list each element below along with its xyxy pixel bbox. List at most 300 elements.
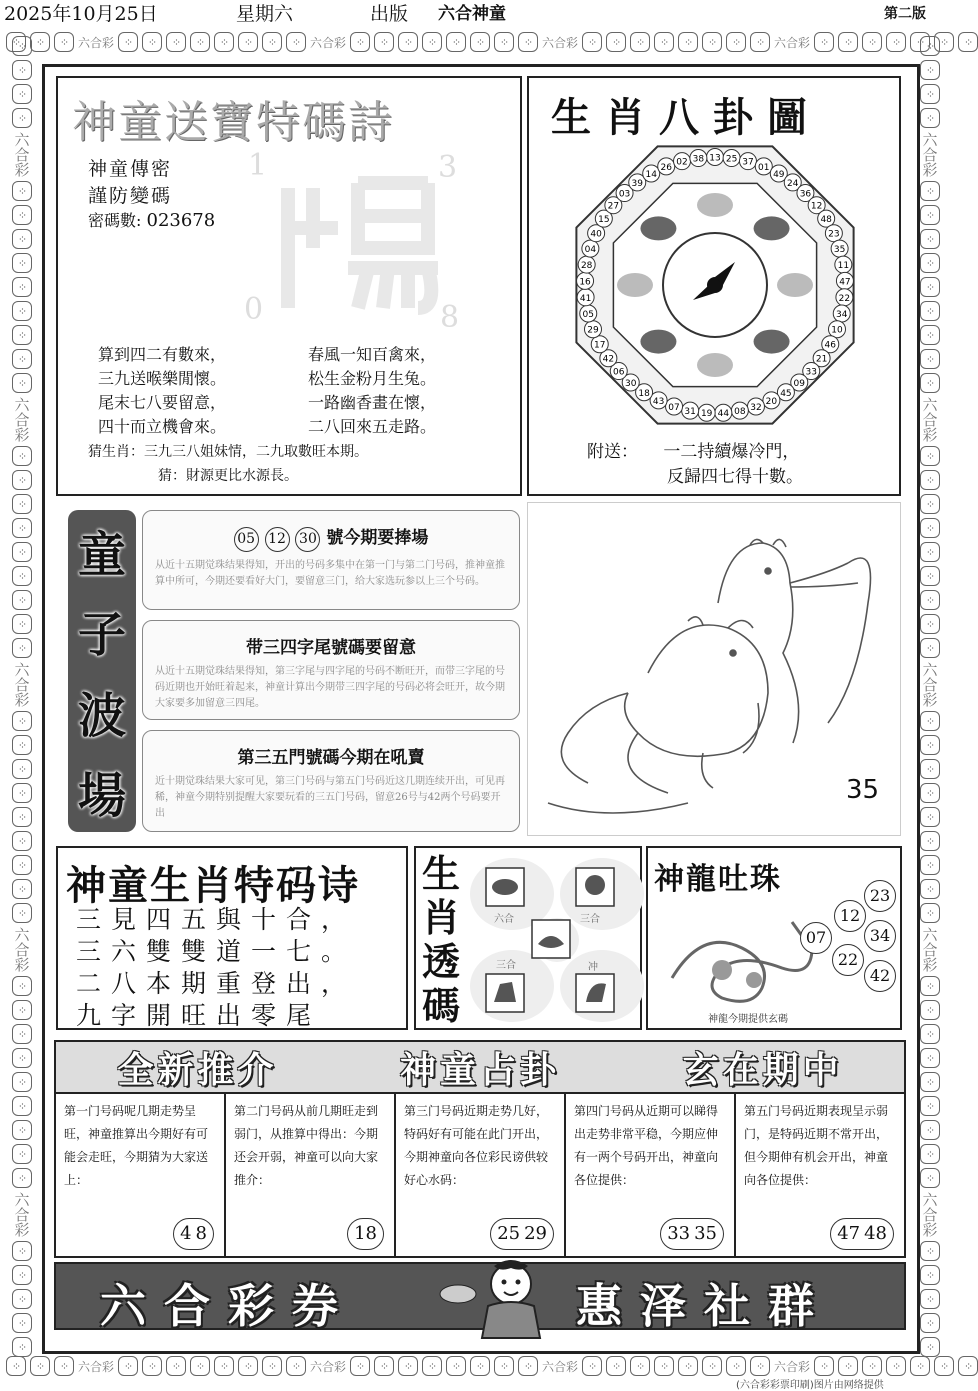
ring-number-text: 43 xyxy=(652,396,665,407)
border-top xyxy=(6,30,973,54)
border-tile: ⁘ xyxy=(12,542,32,562)
border-tile: ⁘ xyxy=(12,518,32,538)
ring-number-text: 44 xyxy=(717,409,730,420)
border-tile: ⁘ xyxy=(920,590,940,610)
border-tile: ⁘ xyxy=(12,1313,32,1333)
ring-number xyxy=(591,336,608,353)
ring-number xyxy=(836,289,853,306)
poem-line: 九字開旺出零尾 xyxy=(76,1001,322,1030)
ring-number-text: 26 xyxy=(660,162,672,173)
column-text: 第二门号码从前几期旺走到弱门，从推算中得出：今期还会开弱，神童可以向大家推介： xyxy=(234,1104,379,1187)
border-tile: ⁘ xyxy=(12,903,32,923)
ring-number-text: 41 xyxy=(579,293,592,304)
border-tile: ⁘ xyxy=(920,566,940,586)
pearl-number: 22 xyxy=(832,944,864,976)
border-tile: ⁘ xyxy=(422,1356,442,1376)
border-tile: ⁘ xyxy=(6,1356,26,1376)
ring-number-text: 31 xyxy=(684,407,696,418)
border-tile: ⁘ xyxy=(920,1265,940,1285)
poem-line: 三六雙雙道一七。 xyxy=(76,937,357,966)
ring-number-text: 14 xyxy=(645,169,657,180)
border-label: 六合彩 xyxy=(920,397,939,442)
ring-number-text: 30 xyxy=(625,378,637,389)
ring-number-text: 03 xyxy=(618,189,631,200)
border-tile: ⁘ xyxy=(920,373,940,393)
border-tile: ⁘ xyxy=(750,1356,770,1376)
zodiac-segment xyxy=(754,216,790,240)
ring-number-text: 38 xyxy=(692,154,705,165)
ring-number-text: 12 xyxy=(810,201,823,212)
ring-number-text: 23 xyxy=(828,229,840,240)
ring-number-text: 20 xyxy=(765,396,778,407)
border-tile: ⁘ xyxy=(630,32,650,52)
border-tile: ⁘ xyxy=(678,32,698,52)
border-tile: ⁘ xyxy=(920,277,940,297)
border-tile: ⁘ xyxy=(814,32,834,52)
border-tile: ⁘ xyxy=(350,32,370,52)
border-label: 六合彩 xyxy=(78,35,115,50)
border-tile: ⁘ xyxy=(398,32,418,52)
zodiac-segment xyxy=(697,353,733,377)
ring-number-text: 21 xyxy=(815,354,828,365)
number: 18 xyxy=(354,1223,377,1244)
num-ball: 05 xyxy=(234,527,259,552)
poem-line: 春風一知百禽來， xyxy=(308,345,437,364)
border-label: 六合彩 xyxy=(310,1359,347,1374)
border-tile: ⁘ xyxy=(862,1356,882,1376)
border-tile: ⁘ xyxy=(920,711,940,731)
border-tile: ⁘ xyxy=(12,976,32,996)
dragon-illustration xyxy=(662,908,822,1008)
border-tile: ⁘ xyxy=(142,1356,162,1376)
ring-number-text: 49 xyxy=(773,169,785,180)
number: 47 xyxy=(837,1223,861,1244)
divination-column xyxy=(566,1094,736,1256)
border-tile: ⁘ xyxy=(54,1356,74,1376)
zodiac-segment xyxy=(697,193,733,217)
ring-number xyxy=(658,158,675,175)
border-tile: ⁘ xyxy=(920,494,940,514)
border-tile: ⁘ xyxy=(920,349,940,369)
ring-number-text: 01 xyxy=(758,162,770,173)
tongzi-box-3 xyxy=(142,730,520,832)
border-tile: ⁘ xyxy=(920,36,940,56)
border-tile: ⁘ xyxy=(12,277,32,297)
ring-number-text: 35 xyxy=(833,245,846,256)
border-tile: ⁘ xyxy=(398,1356,418,1376)
ring-number xyxy=(577,289,594,306)
box1-text: 从近十五期觉珠结果得知，开出的号码多集中在第一门与第二门号码，推神童推算中所可，今期还要看好大门，要留意三门，给大家选玩参以上三个号码。 xyxy=(155,560,505,587)
border-tile: ⁘ xyxy=(166,32,186,52)
border-label: 六合彩 xyxy=(542,1359,579,1374)
border-tile: ⁘ xyxy=(920,1048,940,1068)
ring-number-text: 40 xyxy=(590,229,602,240)
ring-number-text: 42 xyxy=(602,354,615,365)
divination-banner xyxy=(56,1042,904,1094)
border-tile: ⁘ xyxy=(606,1356,626,1376)
border-tile: ⁘ xyxy=(920,1168,940,1188)
ring-number-text: 34 xyxy=(836,309,848,320)
border-tile: ⁘ xyxy=(190,32,210,52)
border-tile: ⁘ xyxy=(142,32,162,52)
border-tile: ⁘ xyxy=(920,470,940,490)
border-label: 六合彩 xyxy=(78,1359,115,1374)
border-tile: ⁘ xyxy=(886,32,906,52)
zodiac-poem-panel xyxy=(56,846,408,1030)
zodiac-segment xyxy=(640,330,676,354)
border-tile: ⁘ xyxy=(920,253,940,273)
border-tile: ⁘ xyxy=(30,1356,50,1376)
border-label: 六合彩 xyxy=(774,35,811,50)
number: 48 xyxy=(864,1223,887,1244)
poem-line: 一路幽香畫在懷， xyxy=(308,393,437,412)
zodiac-segment xyxy=(640,216,676,240)
poem-line: 算到四二有數來， xyxy=(98,345,227,364)
border-tile: ⁘ xyxy=(494,1356,514,1376)
ring-number xyxy=(666,398,683,415)
attach-line-2: 反歸四七得十數。 xyxy=(667,467,803,487)
border-tile: ⁘ xyxy=(12,1265,32,1285)
border-tile: ⁘ xyxy=(920,325,940,345)
border-tile: ⁘ xyxy=(920,1096,940,1116)
border-tile: ⁘ xyxy=(920,84,940,104)
treasure-poem-foot xyxy=(88,440,368,488)
border-tile: ⁘ xyxy=(726,32,746,52)
border-tile: ⁘ xyxy=(518,1356,538,1376)
border-tile: ⁘ xyxy=(920,301,940,321)
border-tile: ⁘ xyxy=(934,1356,954,1376)
border-tile: ⁘ xyxy=(920,181,940,201)
bottom-note: (六合彩彩票印刷)图片由网络提供 xyxy=(736,1380,884,1391)
border-tile: ⁘ xyxy=(920,855,940,875)
border-tile: ⁘ xyxy=(12,1168,32,1188)
ring-number xyxy=(833,305,850,322)
border-tile: ⁘ xyxy=(606,32,626,52)
border-tile: ⁘ xyxy=(862,32,882,52)
title-char: 場 xyxy=(77,768,126,825)
number: 25 xyxy=(497,1223,521,1244)
tongzi-panel xyxy=(62,502,522,838)
border-tile: ⁘ xyxy=(12,253,32,273)
ring-number-text: 11 xyxy=(837,261,850,272)
border-tile: ⁘ xyxy=(446,1356,466,1376)
border-tile: ⁘ xyxy=(118,1356,138,1376)
ring-number-text: 05 xyxy=(582,309,594,320)
ring-number-text: 32 xyxy=(750,402,762,413)
banner-text: 神童占卦 xyxy=(399,1048,560,1091)
ring-number xyxy=(578,256,595,273)
border-left xyxy=(10,36,34,1356)
border-tile: ⁘ xyxy=(920,903,940,923)
ring-number xyxy=(831,240,848,257)
ring-number-text: 16 xyxy=(579,277,591,288)
border-tile: ⁘ xyxy=(920,807,940,827)
ring-number-text: 24 xyxy=(787,178,799,189)
border-tile: ⁘ xyxy=(886,1356,906,1376)
bagua-panel xyxy=(527,76,901,496)
title-char: 童 xyxy=(77,526,126,583)
border-tile: ⁘ xyxy=(12,614,32,634)
relation-label: 三合 xyxy=(580,914,600,925)
border-tile: ⁘ xyxy=(910,1356,930,1376)
ring-number-text: 04 xyxy=(584,245,597,256)
column-text: 第三门号码近期走势几好，特码好有可能在此门开出，今期神童向各位彩民谤供较好心水码： xyxy=(404,1104,549,1187)
border-tile: ⁘ xyxy=(654,1356,674,1376)
border-tile: ⁘ xyxy=(12,807,32,827)
border-tile: ⁘ xyxy=(582,1356,602,1376)
child-mascot xyxy=(436,1258,586,1338)
ghost-digit: 3 xyxy=(438,150,458,185)
border-tile: ⁘ xyxy=(750,32,770,52)
border-tile: ⁘ xyxy=(12,181,32,201)
banner-text: 玄在期中 xyxy=(682,1048,843,1091)
border-tile: ⁘ xyxy=(12,759,32,779)
border-tile: ⁘ xyxy=(920,542,940,562)
ring-number xyxy=(835,256,852,273)
border-tile: ⁘ xyxy=(12,301,32,321)
code-value: 023678 xyxy=(146,210,216,231)
edition-label: 第二版 xyxy=(884,6,926,22)
number: 8 xyxy=(195,1223,207,1244)
ring-number-text: 27 xyxy=(607,201,620,212)
box3-text: 近十期觉珠结果大家可见，第三门号码与第五门号码近这几期连续开出，可见再稀，神童今期特别提醒大家要玩看的三五门号码，留意26号与42两个号码要开出 xyxy=(155,776,505,819)
border-tile: ⁘ xyxy=(654,32,674,52)
ring-number xyxy=(584,321,601,338)
border-tile: ⁘ xyxy=(920,638,940,658)
ring-number-text: 39 xyxy=(631,178,643,189)
ring-number-text: 22 xyxy=(838,293,851,304)
border-tile: ⁘ xyxy=(920,614,940,634)
border-tile: ⁘ xyxy=(920,1072,940,1092)
ring-number-text: 45 xyxy=(780,388,792,399)
border-tile: ⁘ xyxy=(446,32,466,52)
border-tile: ⁘ xyxy=(920,831,940,851)
weekday: 星期六 xyxy=(236,3,294,25)
ring-number-text: 17 xyxy=(594,340,606,351)
ring-number-text: 18 xyxy=(638,388,650,399)
border-tile: ⁘ xyxy=(702,1356,722,1376)
border-tile: ⁘ xyxy=(166,1356,186,1376)
column-text: 第一门号码呢几期走势呈旺，神童推算出今期好有可能会走旺，今期猜为大家送上： xyxy=(64,1104,209,1187)
column-numbers xyxy=(347,1218,384,1250)
ring-number-text: 29 xyxy=(587,325,599,336)
border-tile: ⁘ xyxy=(726,1356,746,1376)
ring-number-text: 25 xyxy=(725,154,738,165)
ring-number xyxy=(577,272,594,289)
border-tile: ⁘ xyxy=(920,1289,940,1309)
border-tile: ⁘ xyxy=(238,32,258,52)
zodiac-poem-title: 神童生肖特码诗 xyxy=(66,862,360,909)
relation-label: 冲 xyxy=(588,962,598,973)
number: 35 xyxy=(694,1223,717,1244)
column-numbers xyxy=(830,1218,894,1250)
number-pill xyxy=(660,1218,724,1250)
ghost-digit: 8 xyxy=(440,300,460,335)
pearl-number: 07 xyxy=(800,922,832,954)
border-tile: ⁘ xyxy=(190,1356,210,1376)
ring-number xyxy=(747,398,764,415)
border-tile: ⁘ xyxy=(238,1356,258,1376)
bagua-wheel xyxy=(567,140,863,430)
border-tile: ⁘ xyxy=(374,1356,394,1376)
border-tile: ⁘ xyxy=(12,735,32,755)
poem-line: 三見四五與十合， xyxy=(76,905,357,934)
border-tile: ⁘ xyxy=(12,36,32,56)
ring-number xyxy=(723,150,740,167)
ring-number xyxy=(715,404,732,421)
title-char: 波 xyxy=(77,687,126,744)
code-row xyxy=(88,208,215,231)
border-tile: ⁘ xyxy=(12,349,32,369)
ring-number-text: 28 xyxy=(580,261,593,272)
box2-text: 从近十五期觉珠结果得知，第三字尾与四字尾的号码不断旺开，而带三字尾的号码近期也开始旺着起来，神童计算出今期带三四字尾的号码必将会旺开，故今期大家要多加留意三四尾。 xyxy=(155,666,505,709)
border-tile: ⁘ xyxy=(422,32,442,52)
relation-label: 三合 xyxy=(496,960,516,971)
divination-columns xyxy=(56,1094,904,1256)
zodiac-segment xyxy=(777,273,813,297)
border-tile: ⁘ xyxy=(350,1356,370,1376)
border-tile: ⁘ xyxy=(12,1289,32,1309)
border-tile: ⁘ xyxy=(630,1356,650,1376)
border-tile: ⁘ xyxy=(920,205,940,225)
border-tile: ⁘ xyxy=(12,879,32,899)
poem-line: 二八回來五走路。 xyxy=(308,417,437,436)
ring-number xyxy=(731,402,748,419)
border-label: 六合彩 xyxy=(920,927,939,972)
pearl-number: 23 xyxy=(864,880,896,912)
border-tile: ⁘ xyxy=(12,325,32,345)
zodiac-poem-lines xyxy=(76,904,356,1032)
border-tile: ⁘ xyxy=(286,1356,306,1376)
border-label: 六合彩 xyxy=(310,35,347,50)
border-label: 六合彩 xyxy=(920,1192,939,1237)
border-tile: ⁘ xyxy=(678,1356,698,1376)
footer-banner xyxy=(54,1262,906,1333)
banner-text: 全新推介 xyxy=(117,1048,278,1091)
border-tile: ⁘ xyxy=(920,976,940,996)
number-pill xyxy=(173,1218,214,1250)
box3-title: 第三五門號碼今期在吼賣 xyxy=(237,748,425,768)
tongzi-box-1 xyxy=(142,510,520,610)
column-numbers xyxy=(173,1218,214,1250)
border-tile: ⁘ xyxy=(12,1072,32,1092)
border-tile: ⁘ xyxy=(920,879,940,899)
border-tile: ⁘ xyxy=(12,783,32,803)
border-tile: ⁘ xyxy=(920,1337,940,1357)
box1-title: 號今期要捧場 xyxy=(326,528,429,548)
border-tile: ⁘ xyxy=(12,494,32,514)
ring-number-text: 06 xyxy=(613,367,625,378)
ring-number xyxy=(580,305,597,322)
border-tile: ⁘ xyxy=(814,1356,834,1376)
column-numbers xyxy=(660,1218,724,1250)
divination-panel xyxy=(54,1040,906,1258)
ring-number-text: 33 xyxy=(805,367,817,378)
border-tile: ⁘ xyxy=(920,1144,940,1164)
border-tile: ⁘ xyxy=(286,32,306,52)
guess-zodiac: 猜生肖：三九三八姐妹情，二九取數旺本期。 xyxy=(88,444,368,460)
border-tile: ⁘ xyxy=(838,1356,858,1376)
pearl-number: 12 xyxy=(834,900,866,932)
page-header xyxy=(0,0,950,28)
border-tile: ⁘ xyxy=(470,32,490,52)
border-tile: ⁘ xyxy=(920,108,940,128)
border-tile: ⁘ xyxy=(920,735,940,755)
border-tile: ⁘ xyxy=(494,32,514,52)
dragon-caption: 神龍今期提供玄碼 xyxy=(708,1014,788,1025)
border-label: 六合彩 xyxy=(12,662,31,707)
divination-column xyxy=(396,1094,566,1256)
ring-number-text: 37 xyxy=(742,157,754,168)
pearl-number: 34 xyxy=(864,920,896,952)
dragon-title: 神龍吐珠 xyxy=(654,862,782,897)
number: 4 xyxy=(180,1223,192,1244)
border-tile: ⁘ xyxy=(12,446,32,466)
tongzi-box-2 xyxy=(142,620,520,720)
box2-title: 带三四字尾號碼要留意 xyxy=(246,638,416,658)
border-tile: ⁘ xyxy=(12,373,32,393)
border-tile: ⁘ xyxy=(920,229,940,249)
border-label: 六合彩 xyxy=(774,1359,811,1374)
divination-column xyxy=(56,1094,226,1256)
treasure-poem-sub xyxy=(88,156,172,210)
ring-number xyxy=(829,321,846,338)
divination-column xyxy=(226,1094,396,1256)
border-tile: ⁘ xyxy=(12,108,32,128)
num-ball: 12 xyxy=(265,527,290,552)
ghost-digit: 1 xyxy=(248,148,268,183)
border-tile: ⁘ xyxy=(920,759,940,779)
border-tile: ⁘ xyxy=(12,590,32,610)
border-tile: ⁘ xyxy=(920,1120,940,1140)
border-tile: ⁘ xyxy=(12,855,32,875)
ring-number xyxy=(698,404,715,421)
ring-number xyxy=(755,158,772,175)
zodiac-segment xyxy=(754,330,790,354)
border-tile: ⁘ xyxy=(920,446,940,466)
num-ball: 30 xyxy=(295,527,320,552)
rat-illustration xyxy=(528,503,900,835)
border-label: 六合彩 xyxy=(920,132,939,177)
border-tile: ⁘ xyxy=(54,32,74,52)
treasure-poem-title: 神童送寶特碼詩 xyxy=(72,97,394,148)
footer-right-text: 惠泽社群 xyxy=(576,1279,832,1333)
border-tile: ⁘ xyxy=(470,1356,490,1376)
border-label: 六合彩 xyxy=(12,132,31,177)
border-bottom xyxy=(6,1354,973,1378)
bagua-foot xyxy=(587,440,803,490)
ring-number xyxy=(825,225,842,242)
border-tile: ⁘ xyxy=(958,32,978,52)
border-tile: ⁘ xyxy=(12,1144,32,1164)
ring-number-text: 10 xyxy=(831,325,843,336)
issue-date: 2025年10月25日 xyxy=(4,3,158,25)
ring-number xyxy=(643,165,660,182)
poem-line: 尾末七八要留意， xyxy=(98,393,227,412)
border-tile: ⁘ xyxy=(958,1356,978,1376)
ring-number xyxy=(674,153,691,170)
border-tile: ⁘ xyxy=(910,32,930,52)
border-tile: ⁘ xyxy=(12,638,32,658)
border-tile: ⁘ xyxy=(12,205,32,225)
number-pill xyxy=(490,1218,554,1250)
publisher-name: 六合神童 xyxy=(438,4,506,24)
ghost-digit: 0 xyxy=(244,292,264,327)
footer-left-text: 六合彩券 xyxy=(100,1279,356,1333)
ring-number xyxy=(690,150,707,167)
ring-number xyxy=(582,240,599,257)
border-tile: ⁘ xyxy=(838,32,858,52)
